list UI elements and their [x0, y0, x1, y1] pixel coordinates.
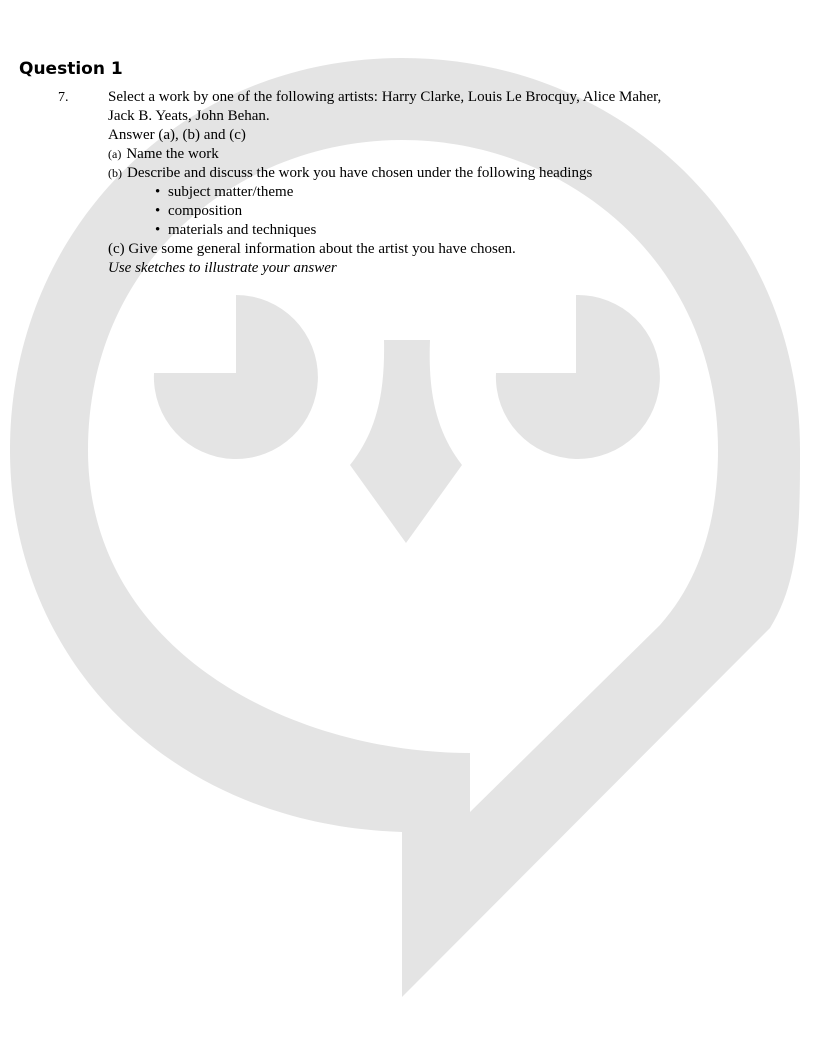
- question-body: [108, 88, 748, 278]
- question-intro-line-2: Jack B. Yeats, John Behan.: [108, 108, 270, 124]
- part-a: [108, 145, 748, 164]
- part-b-headings-list: [108, 183, 748, 240]
- list-item: • composition: [155, 202, 748, 221]
- page-heading: Question 1: [19, 59, 123, 79]
- part-b-label: (b): [108, 166, 122, 180]
- list-item: • subject matter/theme: [155, 183, 748, 202]
- part-a-label: (a): [108, 147, 122, 161]
- answer-instruction: Answer (a), (b) and (c): [108, 127, 246, 143]
- sketch-note: Use sketches to illustrate your answer: [108, 260, 337, 276]
- part-b: [108, 164, 748, 183]
- part-a-text: Name the work: [126, 146, 219, 162]
- list-item: • materials and techniques: [155, 221, 748, 240]
- part-b-text: Describe and discuss the work you have chosen under the following headings: [127, 165, 593, 181]
- question-number: 7.: [58, 90, 69, 105]
- part-c: (c) Give some general information about the artist you have chosen.: [108, 241, 516, 257]
- question-intro-line-1: Select a work by one of the following artists: Harry Clarke, Louis Le Brocquy, Alice Maher,: [108, 89, 662, 105]
